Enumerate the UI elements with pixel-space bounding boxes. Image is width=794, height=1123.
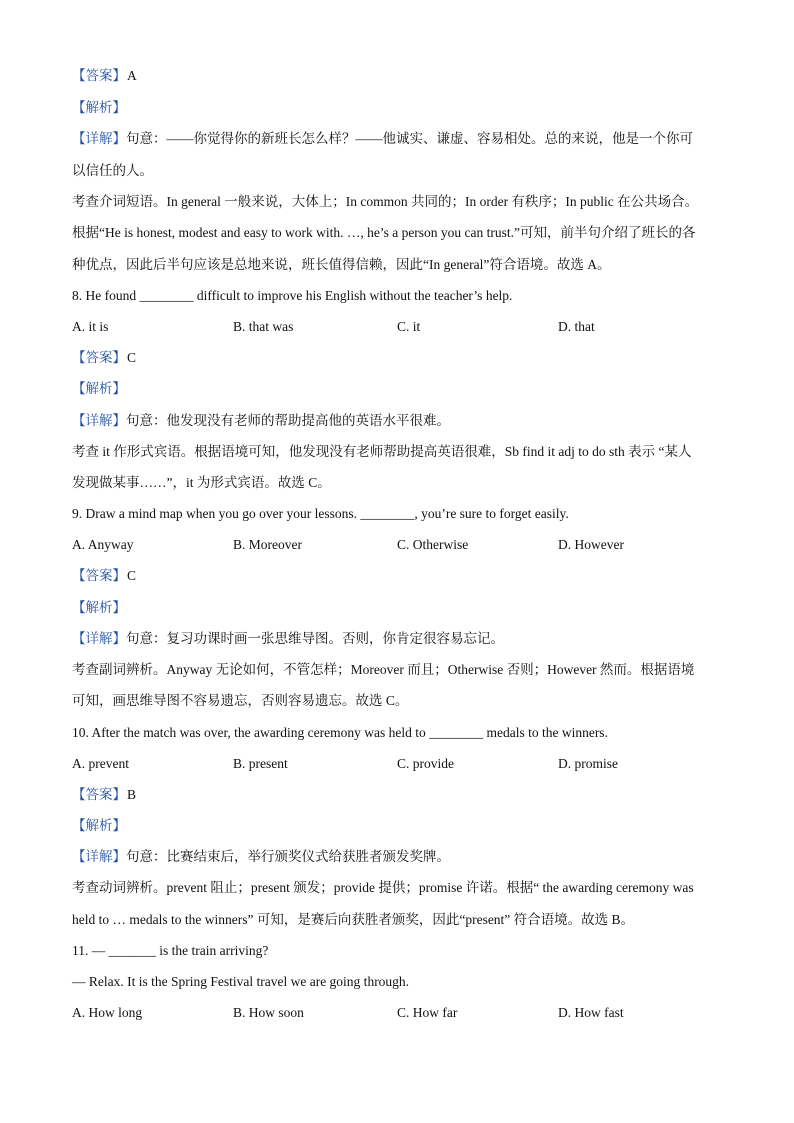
q9-analysis-label: 【解析】 <box>72 600 126 615</box>
answer-label: 【答案】 <box>72 787 126 802</box>
q11-stem-line-2: — Relax. It is the Spring Festival travel we are going through. <box>72 974 410 989</box>
q10-explanation-line-1: 考查动词辨析。prevent 阻止；present 颁发；provide 提供；promise 许诺。根据“ the awarding ceremony was <box>72 880 694 895</box>
q9-detail-line-1 <box>72 630 722 648</box>
q10-answer-value: B <box>127 787 137 802</box>
q7-answer-value: A <box>127 68 137 83</box>
q8-options <box>0 318 794 336</box>
q8-option-b: B. that was <box>233 319 294 334</box>
q7-detail-line-1 <box>72 130 722 148</box>
detail-label: 【详解】 <box>72 131 126 146</box>
q8-explanation-line-2: 发现做某事……”，it 为形式宾语。故选 C。 <box>72 475 331 490</box>
answer-label: 【答案】 <box>72 350 126 365</box>
q10-answer-line <box>72 786 722 804</box>
q9-explanation-line-1: 考查副词辨析。Anyway 无论如何，不管怎样；Moreover 而且；Otherwise 否则；However 然而。根据语境 <box>72 662 695 677</box>
q9-option-d: D. However <box>558 537 624 552</box>
q9-answer-value: C <box>127 568 137 583</box>
q8-analysis-label: 【解析】 <box>72 381 126 396</box>
q7-explanation-line-3: 种优点，因此后半句应该是总地来说，班长值得信赖，因此“In general”符合语境。故选 A。 <box>72 257 611 272</box>
q10-analysis-label: 【解析】 <box>72 818 126 833</box>
q7-detail-text-1: 句意：——你觉得你的新班长怎么样？——他诚实、谦虚、容易相处。总的来说，他是一个你可 <box>126 131 693 146</box>
q9-options <box>0 536 794 554</box>
q9-option-b: B. Moreover <box>233 537 302 552</box>
detail-label: 【详解】 <box>72 631 126 646</box>
q8-option-a: A. it is <box>72 319 109 334</box>
q10-explanation-line-2: held to … medals to the winners” 可知，是赛后向获胜者颁奖，因此“present” 符合语境。故选 B。 <box>72 912 635 927</box>
q9-answer-line <box>72 567 722 585</box>
q11-option-a: A. How long <box>72 1005 143 1020</box>
q9-option-a: A. Anyway <box>72 537 134 552</box>
q10-options <box>0 755 794 773</box>
q7-answer-line <box>72 67 722 85</box>
answer-label: 【答案】 <box>72 68 126 83</box>
q11-option-c: C. How far <box>397 1005 458 1020</box>
q10-option-c: C. provide <box>397 756 454 771</box>
q8-option-d: D. that <box>558 319 595 334</box>
q10-stem: 10. After the match was over, the awarding ceremony was held to ________ medals to the winners. <box>72 725 608 740</box>
q8-answer-line <box>72 349 722 367</box>
q7-explanation-line-1: 考查介词短语。In general 一般来说，大体上；In common 共同的；In order 有秩序；In public 在公共场合。 <box>72 194 699 209</box>
q10-detail-line-1 <box>72 848 722 866</box>
q8-option-c: C. it <box>397 319 421 334</box>
q10-option-b: B. present <box>233 756 288 771</box>
q10-detail-text-1: 句意：比赛结束后，举行颁奖仪式给获胜者颁发奖牌。 <box>126 849 450 864</box>
q8-explanation-line-1: 考查 it 作形式宾语。根据语境可知，他发现没有老师帮助提高英语很难，Sb find it adj to do sth 表示 “某人 <box>72 444 692 459</box>
answer-label: 【答案】 <box>72 568 126 583</box>
q8-answer-value: C <box>127 350 137 365</box>
q10-option-a: A. prevent <box>72 756 129 771</box>
q11-options <box>0 1004 794 1022</box>
q7-explanation-line-2: 根据“He is honest, modest and easy to work with. …, he’s a person you can trust.”可知，前半句介绍了班长的各 <box>72 225 696 240</box>
q10-option-d: D. promise <box>558 756 618 771</box>
q9-stem: 9. Draw a mind map when you go over your lessons. ________, you’re sure to forget easily. <box>72 506 569 521</box>
q8-stem: 8. He found ________ difficult to improve his English without the teacher’s help. <box>72 288 513 303</box>
q8-detail-text-1: 句意：他发现没有老师的帮助提高他的英语水平很难。 <box>126 413 450 428</box>
q9-explanation-line-2: 可知，画思维导图不容易遗忘，否则容易遗忘。故选 C。 <box>72 693 409 708</box>
detail-label: 【详解】 <box>72 413 126 428</box>
q7-detail-line-2: 以信任的人。 <box>72 163 153 178</box>
q8-detail-line-1 <box>72 412 722 430</box>
q9-option-c: C. Otherwise <box>397 537 469 552</box>
q11-stem-line-1: 11. — _______ is the train arriving? <box>72 943 269 958</box>
q11-option-d: D. How fast <box>558 1005 624 1020</box>
q11-option-b: B. How soon <box>233 1005 304 1020</box>
q9-detail-text-1: 句意：复习功课时画一张思维导图。否则，你肯定很容易忘记。 <box>126 631 504 646</box>
detail-label: 【详解】 <box>72 849 126 864</box>
q7-analysis-label: 【解析】 <box>72 100 126 115</box>
